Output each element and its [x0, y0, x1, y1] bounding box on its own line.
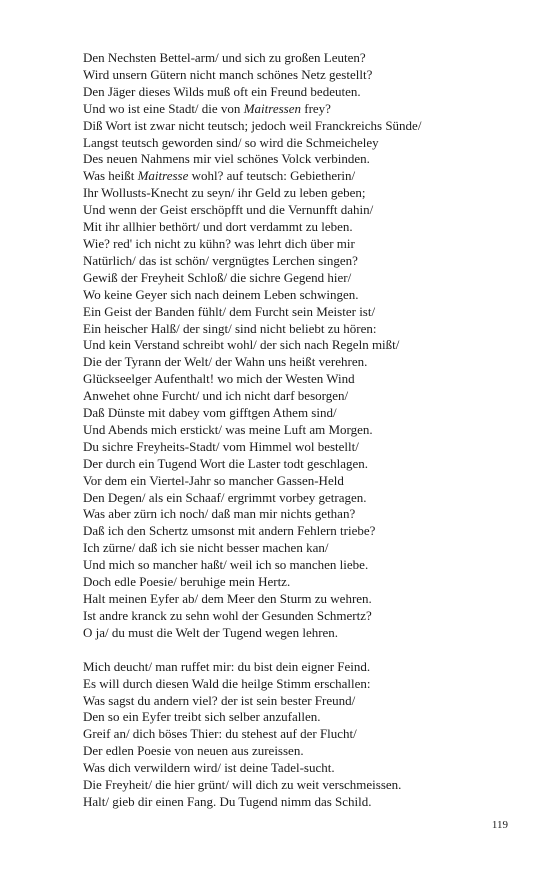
line-text: Glückseelger Aufenthalt! wo mich der Westen Wind	[83, 371, 355, 387]
line-text: Halt/ gieb dir einen Fang. Du Tugend nimm das Schild.	[83, 793, 372, 809]
poem-line	[83, 219, 523, 236]
line-text: Und wenn der Geist erschöpfft und die Vernunfft dahin/	[83, 202, 374, 218]
poem-line	[83, 557, 523, 574]
line-text: Was aber zürn ich noch/ daß man mir nichts gethan?	[83, 506, 356, 522]
line-text: Und wo ist eine Stadt/ die von	[83, 100, 244, 116]
poem-line	[83, 540, 523, 557]
line-text: Doch edle Poesie/ beruhige mein Hertz.	[83, 574, 291, 590]
line-text: Den Nechsten Bettel-arm/ und sich zu großen Leuten?	[83, 50, 366, 65]
poem-line	[83, 321, 523, 338]
line-text: Langst teutsch geworden sind/ so wird die Schmeicheley	[83, 134, 379, 150]
poem-line	[83, 236, 523, 253]
poem-line	[83, 185, 523, 202]
poem-line	[83, 202, 523, 219]
line-text: Mit ihr allhier bethört/ und dort verdammt zu leben.	[83, 219, 353, 235]
line-text: Den so ein Eyfer treibt sich selber anzufallen.	[83, 709, 321, 725]
line-text: Daß Dünste mit dabey vom gifftgen Athem sind/	[83, 405, 337, 421]
line-text: Wo keine Geyer sich nach deinem Leben schwingen.	[83, 286, 359, 302]
line-text: Und kein Verstand schreibt wohl/ der sich nach Regeln mißt/	[83, 337, 400, 353]
line-text: Es will durch diesen Wald die heilge Stimm erschallen:	[83, 675, 371, 691]
line-text: Halt meinen Eyfer ab/ dem Meer den Sturm zu wehren.	[83, 591, 372, 606]
poem-line	[83, 84, 523, 101]
line-text: Diß Wort ist zwar nicht teutsch; jedoch weil Franckreichs Sünde/	[83, 117, 422, 133]
poem-text	[83, 50, 523, 811]
poem-line	[83, 794, 523, 811]
poem-line	[83, 709, 523, 726]
line-text: Den Jäger dieses Wilds muß oft ein Freund bedeuten.	[83, 83, 361, 99]
poem-line	[83, 523, 523, 540]
line-text: Daß ich den Schertz umsonst mit andern Fehlern triebe?	[83, 523, 376, 539]
italic-term: Maitressen	[243, 100, 301, 116]
line-text: Ihr Wollusts-Knecht zu seyn/ ihr Geld zu leben geben;	[83, 185, 366, 201]
poem-line	[83, 625, 523, 642]
poem-line	[83, 253, 523, 270]
poem-line	[83, 304, 523, 321]
italic-term: Maitresse	[137, 168, 189, 184]
line-text: Anwehet ohne Furcht/ und ich nicht darf besorgen/	[83, 388, 349, 404]
line-text: frey?	[300, 100, 331, 116]
line-text: Vor dem ein Viertel-Jahr so mancher Gassen-Held	[83, 472, 344, 488]
line-text: Ist andre kranck zu sehn wohl der Gesunden Schmertz?	[83, 607, 372, 623]
poem-line	[83, 726, 523, 743]
poem-line	[83, 50, 523, 67]
poem-line	[83, 574, 523, 591]
line-text: Gewiß der Freyheit Schloß/ die sichre Gegend hier/	[83, 269, 352, 285]
poem-line	[83, 118, 523, 135]
line-text: Und Abends mich erstickt/ was meine Luft am Morgen.	[83, 421, 373, 437]
poem-line	[83, 151, 523, 168]
poem-line	[83, 405, 523, 422]
poem-line	[83, 743, 523, 760]
line-text: Wie? red' ich nicht zu kühn? was lehrt dich über mir	[83, 235, 355, 251]
poem-line	[83, 760, 523, 777]
poem-line	[83, 422, 523, 439]
poem-line	[83, 270, 523, 287]
page-number: 119	[491, 819, 508, 831]
poem-line	[83, 101, 523, 118]
poem-line	[83, 693, 523, 710]
poem-line	[83, 371, 523, 388]
line-text: Die Freyheit/ die hier grünt/ will dich zu weit verschmeissen.	[83, 777, 402, 793]
line-text: Du sichre Freyheits-Stadt/ vom Himmel wol bestellt/	[83, 438, 359, 454]
poem-line	[83, 354, 523, 371]
poem-line	[83, 676, 523, 693]
line-text: wohl? auf teutsch: Gebietherin/	[188, 168, 356, 184]
poem-line	[83, 67, 523, 84]
poem-line	[83, 168, 523, 185]
poem-line	[83, 456, 523, 473]
poem-line	[83, 777, 523, 794]
poem-line	[83, 608, 523, 625]
line-text: Ich zürne/ daß ich sie nicht besser machen kan/	[83, 540, 329, 556]
line-text: Des neuen Nahmens mir viel schönes Volck verbinden.	[83, 151, 370, 167]
poem-line	[83, 287, 523, 304]
poem-line	[83, 439, 523, 456]
line-text: Ein heischer Halß/ der singt/ sind nicht beliebt zu hören:	[83, 320, 377, 336]
line-text: Was sagst du andern viel? der ist sein bester Freund/	[83, 692, 356, 708]
line-text: Greif an/ dich böses Thier: du stehest auf der Flucht/	[83, 726, 357, 742]
poem-line	[83, 473, 523, 490]
poem-line	[83, 337, 523, 354]
line-text: Natürlich/ das ist schön/ vergnügtes Lerchen singen?	[83, 252, 358, 268]
line-text: Ein Geist der Banden fühlt/ dem Furcht sein Meister ist/	[83, 303, 376, 319]
line-text: Der edlen Poesie von neuen aus zureissen.	[83, 743, 304, 759]
stanza-break	[83, 642, 523, 659]
poem-line	[83, 490, 523, 507]
line-text: Die der Tyrann der Welt/ der Wahn uns heißt verehren.	[83, 354, 368, 370]
line-text: Und mich so mancher haßt/ weil ich so manchen liebe.	[83, 557, 369, 573]
line-text: Was dich verwildern wird/ ist deine Tadel-sucht.	[83, 760, 335, 776]
poem-line	[83, 135, 523, 152]
line-text: Mich deucht/ man ruffet mir: du bist dein eigner Feind.	[83, 658, 371, 674]
poem-line	[83, 506, 523, 523]
poem-line	[83, 591, 523, 608]
line-text: Der durch ein Tugend Wort die Laster todt geschlagen.	[83, 455, 369, 471]
line-text: Was heißt	[83, 168, 138, 184]
poem-line	[83, 659, 523, 676]
line-text: Den Degen/ als ein Schaaf/ ergrimmt vorbey getragen.	[83, 489, 367, 505]
poem-line	[83, 388, 523, 405]
line-text: O ja/ du must die Welt der Tugend wegen lehren.	[83, 624, 339, 640]
line-text: Wird unsern Gütern nicht manch schönes Netz gestellt?	[83, 66, 373, 82]
